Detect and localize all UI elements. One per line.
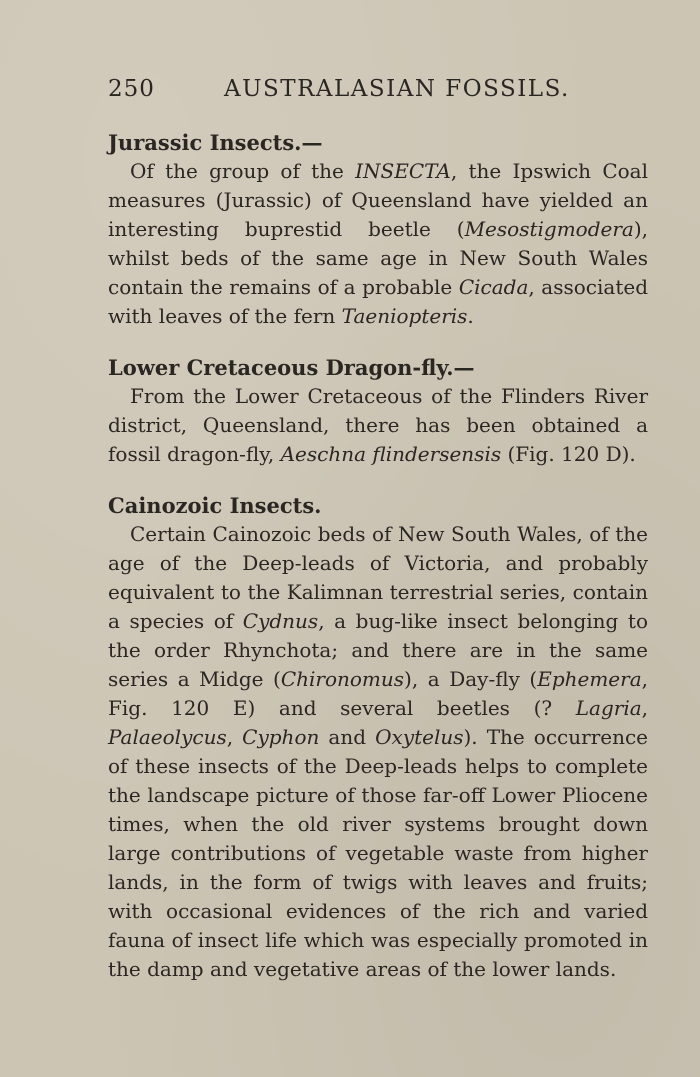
text-run: ), a Day-fly ( <box>404 667 538 691</box>
text-run: , the Ipswich Coal measures (Jurassic) of Queensland have yielded an interesting buprestid beetle ( <box>108 159 648 241</box>
body-text <box>108 128 648 984</box>
section-gap <box>108 331 648 353</box>
text-run-italic: Ephemera <box>537 667 642 691</box>
text-run-italic: Cydnus <box>242 609 319 633</box>
text-run-italic: Chironomus <box>280 667 405 691</box>
text-run-italic: Aeschna flindersensis <box>280 442 502 466</box>
text-run: ). The occurrence of these insects of the Deep-leads helps to complete the landscape picture of those far-off Lower Pliocene times, when the old river systems brought down large contributions of vegetable waste from higher lands, in the form of twigs with leaves and fruits; with occasional evidences of the rich and varied fauna of insect life which was especially promoted in the damp and vegetative areas of the lower lands. <box>108 725 649 981</box>
text-run-italic: Mesostigmodera <box>464 217 634 241</box>
text-run: , <box>226 725 243 749</box>
text-run-italic: Lagria <box>575 696 642 720</box>
paragraph-jurassic <box>108 157 648 331</box>
section-heading-jurassic: Jurassic Insects.— <box>108 130 323 155</box>
text-run: Of the group of the <box>130 159 356 183</box>
section-gap <box>108 469 648 491</box>
text-run-italic: Taeniopteris <box>341 304 468 328</box>
section-heading-cretaceous: Lower Cretaceous Dragon-fly.— <box>108 355 475 380</box>
text-run: (Fig. 120 D). <box>501 442 636 466</box>
text-run: From the Lower Cretaceous of the Flinders River district, Queensland, there has been obtained a fossil dragon-fly, <box>108 384 648 466</box>
text-run-italic: INSECTA <box>355 159 451 183</box>
page-number: 250 <box>108 76 155 102</box>
section-heading-cainozoic: Cainozoic Insects. <box>108 493 322 518</box>
text-run: ), whilst beds of the same age in New South Wales contain the remains of a probable <box>108 217 648 299</box>
paragraph-cretaceous <box>108 382 648 469</box>
text-run: and <box>319 725 376 749</box>
text-run-italic: Palaeolycus <box>108 725 227 749</box>
text-run-italic: Cicada <box>458 275 529 299</box>
running-head <box>108 76 648 112</box>
running-title: AUSTRALASIAN FOSSILS. <box>224 76 570 102</box>
text-run: , Fig. 120 E) and several beetles (? <box>108 667 648 720</box>
text-run: , a bug-like insect belonging to the order Rhynchota; and there are in the same series a Midge ( <box>108 609 648 691</box>
text-run: , associated with leaves of the fern <box>108 275 648 328</box>
text-run: , <box>641 696 648 720</box>
text-run-italic: Oxytelus <box>375 725 464 749</box>
text-run: . <box>467 304 474 328</box>
text-run-italic: Cyphon <box>242 725 320 749</box>
paragraph-cainozoic <box>108 520 648 984</box>
text-run: Certain Cainozoic beds of New South Wales, of the age of the Deep-leads of Victoria, and probably equivalent to the Kalimnan terrestrial series, contain a species of <box>108 522 648 633</box>
